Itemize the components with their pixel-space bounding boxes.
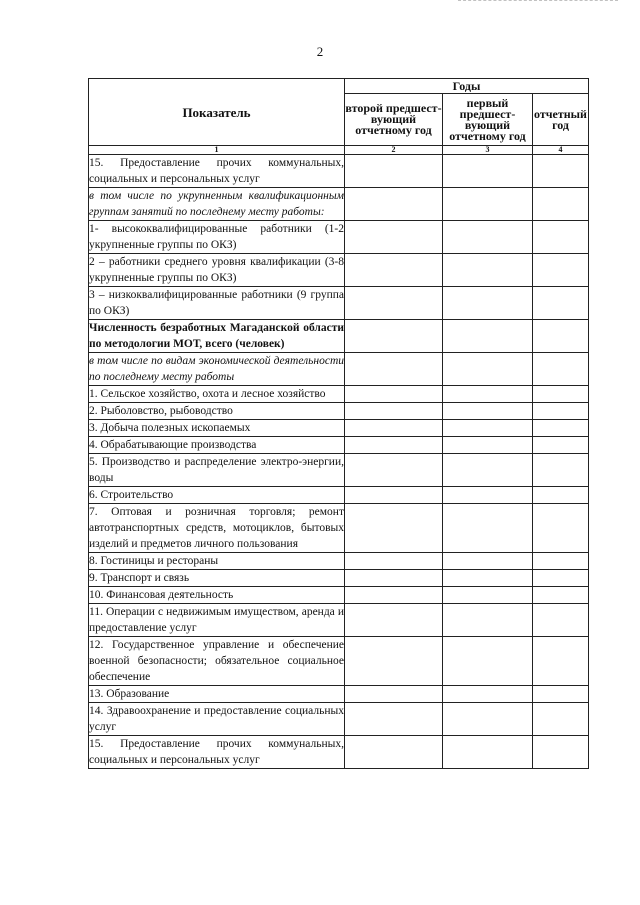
value-cell-col4 [533, 386, 589, 403]
value-cell-col2 [345, 155, 443, 188]
value-cell-col2 [345, 454, 443, 487]
table-row [89, 155, 589, 188]
value-cell-col3 [443, 386, 533, 403]
value-cell-col4 [533, 637, 589, 686]
table-row [89, 188, 589, 221]
value-cell-col2 [345, 686, 443, 703]
table-row [89, 221, 589, 254]
value-cell-col4 [533, 437, 589, 454]
table-row [89, 570, 589, 587]
row-label: 3 – низкоквалифицированные работники (9 группа по ОКЗ) [89, 287, 345, 320]
value-cell-col4 [533, 221, 589, 254]
value-cell-col4 [533, 353, 589, 386]
value-cell-col3 [443, 155, 533, 188]
value-cell-col2 [345, 403, 443, 420]
table-row [89, 287, 589, 320]
value-cell-col3 [443, 686, 533, 703]
value-cell-col3 [443, 487, 533, 504]
value-cell-col4 [533, 553, 589, 570]
value-cell-col3 [443, 320, 533, 353]
table-row [89, 437, 589, 454]
row-label: 11. Операции с недвижимым имуществом, аренда и предоставление услуг [89, 604, 345, 637]
value-cell-col4 [533, 188, 589, 221]
header-col-reporting: отчетный год [533, 94, 589, 146]
header-years: Годы [345, 79, 589, 94]
value-cell-col3 [443, 736, 533, 769]
column-number-1: 1 [89, 146, 345, 155]
value-cell-col4 [533, 454, 589, 487]
header-indicator: Показатель [89, 79, 345, 146]
header-col-second-previous: второй предшест-вующий отчетному год [345, 94, 443, 146]
row-label: 5. Производство и распределение электро-энергии, воды [89, 454, 345, 487]
table-row [89, 553, 589, 570]
value-cell-col4 [533, 504, 589, 553]
row-label: 8. Гостиницы и рестораны [89, 553, 345, 570]
value-cell-col2 [345, 570, 443, 587]
value-cell-col3 [443, 287, 533, 320]
value-cell-col3 [443, 637, 533, 686]
value-cell-col3 [443, 420, 533, 437]
column-number-3: 3 [443, 146, 533, 155]
row-label: 15. Предоставление прочих коммунальных, социальных и персональных услуг [89, 736, 345, 769]
table-row [89, 686, 589, 703]
value-cell-col2 [345, 386, 443, 403]
value-cell-col4 [533, 570, 589, 587]
value-cell-col3 [443, 504, 533, 553]
table-row [89, 320, 589, 353]
table-row [89, 420, 589, 437]
value-cell-col4 [533, 254, 589, 287]
value-cell-col2 [345, 504, 443, 553]
value-cell-col4 [533, 320, 589, 353]
statistics-table [88, 78, 589, 769]
table-row [89, 487, 589, 504]
value-cell-col2 [345, 188, 443, 221]
value-cell-col2 [345, 604, 443, 637]
page-number: 2 [316, 44, 324, 59]
value-cell-col3 [443, 570, 533, 587]
table-row [89, 637, 589, 686]
value-cell-col3 [443, 604, 533, 637]
table-row [89, 454, 589, 487]
row-label: 1- высококвалифицированные работники (1-2 укрупненные группы по ОКЗ) [89, 221, 345, 254]
row-label: 14. Здравоохранение и предоставление социальных услуг [89, 703, 345, 736]
value-cell-col2 [345, 287, 443, 320]
value-cell-col3 [443, 221, 533, 254]
table-row [89, 254, 589, 287]
value-cell-col3 [443, 254, 533, 287]
column-number-4: 4 [533, 146, 589, 155]
value-cell-col2 [345, 437, 443, 454]
value-cell-col2 [345, 553, 443, 570]
value-cell-col3 [443, 437, 533, 454]
value-cell-col2 [345, 420, 443, 437]
value-cell-col4 [533, 703, 589, 736]
value-cell-col4 [533, 587, 589, 604]
row-label: 9. Транспорт и связь [89, 570, 345, 587]
row-label: 13. Образование [89, 686, 345, 703]
value-cell-col2 [345, 736, 443, 769]
value-cell-col2 [345, 587, 443, 604]
table-row [89, 736, 589, 769]
value-cell-col3 [443, 403, 533, 420]
table-row [89, 504, 589, 553]
value-cell-col4 [533, 487, 589, 504]
row-label: 1. Сельское хозяйство, охота и лесное хозяйство [89, 386, 345, 403]
table-row [89, 353, 589, 386]
value-cell-col2 [345, 254, 443, 287]
row-label: 4. Обрабатывающие производства [89, 437, 345, 454]
value-cell-col4 [533, 155, 589, 188]
value-cell-col2 [345, 353, 443, 386]
value-cell-col2 [345, 320, 443, 353]
value-cell-col2 [345, 703, 443, 736]
value-cell-col4 [533, 287, 589, 320]
value-cell-col3 [443, 587, 533, 604]
header-col-first-previous: первый предшест-вующий отчетному год [443, 94, 533, 146]
row-label: в том числе по укрупненным квалификационным группам занятий по последнему месту работы: [89, 188, 345, 221]
table-row [89, 604, 589, 637]
row-label: Численность безработных Магаданской области по методологии МОТ, всего (человек) [89, 320, 345, 353]
value-cell-col3 [443, 454, 533, 487]
value-cell-col3 [443, 553, 533, 570]
table-row [89, 703, 589, 736]
value-cell-col4 [533, 736, 589, 769]
value-cell-col2 [345, 637, 443, 686]
table-row [89, 386, 589, 403]
value-cell-col3 [443, 188, 533, 221]
row-label: 2. Рыболовство, рыбоводство [89, 403, 345, 420]
value-cell-col3 [443, 703, 533, 736]
row-label: в том числе по видам экономической деятельности по последнему месту работы [89, 353, 345, 386]
row-label: 10. Финансовая деятельность [89, 587, 345, 604]
value-cell-col2 [345, 487, 443, 504]
row-label: 3. Добыча полезных ископаемых [89, 420, 345, 437]
column-number-2: 2 [345, 146, 443, 155]
row-label: 2 – работники среднего уровня квалификации (3-8 укрупненные группы по ОКЗ) [89, 254, 345, 287]
table-row [89, 403, 589, 420]
row-label: 15. Предоставление прочих коммунальных, социальных и персональных услуг [89, 155, 345, 188]
value-cell-col4 [533, 686, 589, 703]
row-label: 7. Оптовая и розничная торговля; ремонт автотранспортных средств, мотоциклов, бытовых изделий и предметов личного пользования [89, 504, 345, 553]
value-cell-col4 [533, 420, 589, 437]
value-cell-col2 [345, 221, 443, 254]
row-label: 12. Государственное управление и обеспечение военной безопасности; обязательное социальное обеспечение [89, 637, 345, 686]
value-cell-col3 [443, 353, 533, 386]
row-label: 6. Строительство [89, 487, 345, 504]
table-row [89, 587, 589, 604]
value-cell-col4 [533, 403, 589, 420]
scan-edge-mark [458, 0, 618, 7]
value-cell-col4 [533, 604, 589, 637]
